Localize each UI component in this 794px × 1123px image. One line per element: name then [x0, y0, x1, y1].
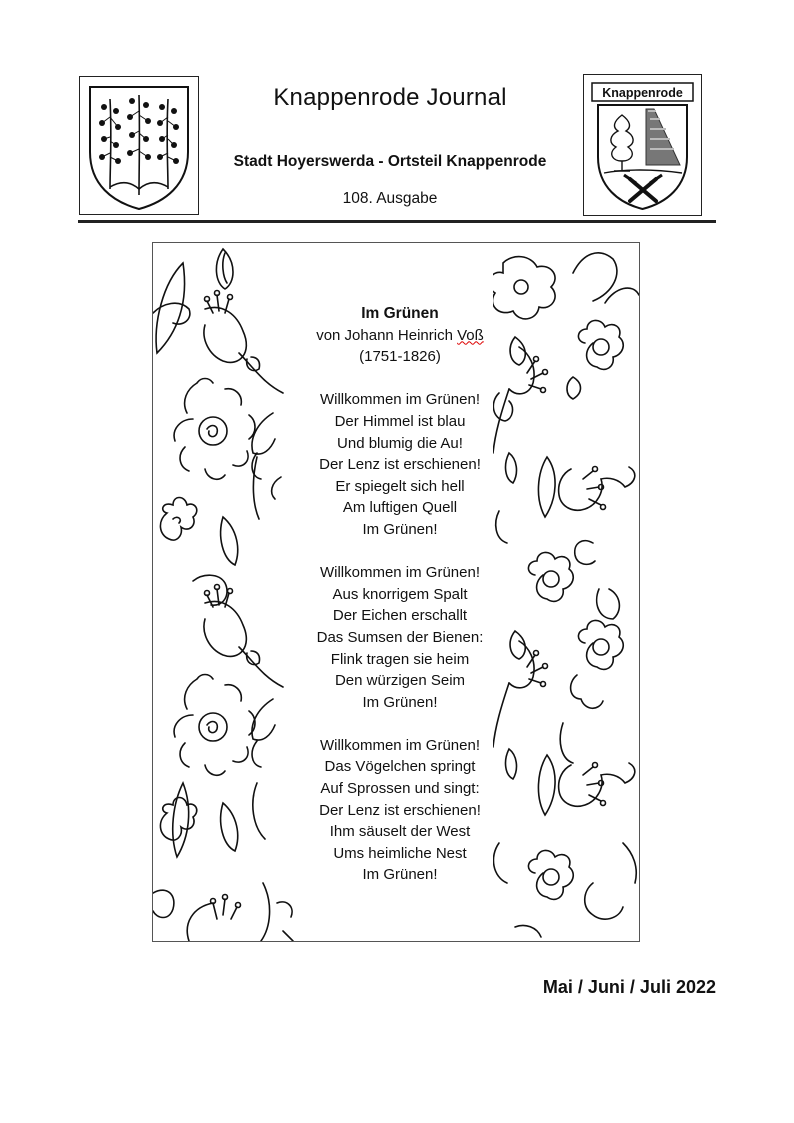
poem-panel	[307, 263, 493, 928]
poem-line: Er spiegelt sich hell	[335, 477, 465, 495]
poem-line: Am luftigen Quell	[342, 499, 458, 517]
poem-line: Den würzigen Seim	[334, 672, 466, 690]
journal-title: Knappenrode Journal	[273, 84, 507, 111]
poem-title: Im Grünen	[361, 305, 439, 322]
poem-line: Im Grünen!	[362, 866, 438, 884]
issue-date: Mai / Juni / Juli 2022	[542, 977, 716, 997]
poem-line: Der Lenz ist erschienen!	[319, 801, 481, 819]
poem-card	[152, 242, 640, 942]
issue-number: 108. Ausgabe	[342, 190, 438, 207]
poem-line: Willkommen im Grünen!	[319, 564, 481, 582]
poem-line: Der Lenz ist erschienen!	[319, 456, 481, 474]
poem-line: Ums heimliche Nest	[333, 844, 467, 862]
poem-line: Der Eichen erschallt	[332, 607, 468, 625]
poem-line: Ihm säuselt der West	[329, 823, 471, 841]
poem-line: Auf Sprossen und singt:	[320, 780, 480, 798]
knappenrode-coat-of-arms-icon	[584, 75, 701, 215]
journal-subtitle: Stadt Hoyerswerda - Ortsteil Knappenrode	[233, 153, 547, 170]
poem-line: Flink tragen sie heim	[330, 650, 470, 668]
crest-label: Knappenrode	[602, 86, 683, 100]
crest-left	[79, 76, 199, 215]
poem-line: Im Grünen!	[362, 520, 438, 538]
poem-years: (1751-1826)	[359, 348, 441, 366]
poem-line: Willkommen im Grünen!	[319, 391, 481, 409]
poem-author-surname: Voß	[457, 326, 484, 344]
poem-line: Das Vögelchen springt	[324, 758, 476, 776]
poem-line: Im Grünen!	[362, 693, 438, 711]
poem-line: Aus knorrigem Spalt	[332, 585, 468, 603]
crest-right	[583, 74, 702, 216]
poem	[307, 303, 493, 886]
poem-line: Und blumig die Au!	[337, 434, 463, 452]
poem-line: Willkommen im Grünen!	[319, 736, 481, 754]
poem-line: Der Himmel ist blau	[334, 412, 466, 430]
hoyerswerda-coat-of-arms-icon	[80, 77, 198, 214]
header-rule	[78, 220, 716, 223]
poem-line: Das Sumsen der Bienen:	[316, 628, 484, 646]
poem-author-prefix: von Johann Heinrich	[316, 326, 458, 344]
poem-author	[307, 325, 493, 347]
